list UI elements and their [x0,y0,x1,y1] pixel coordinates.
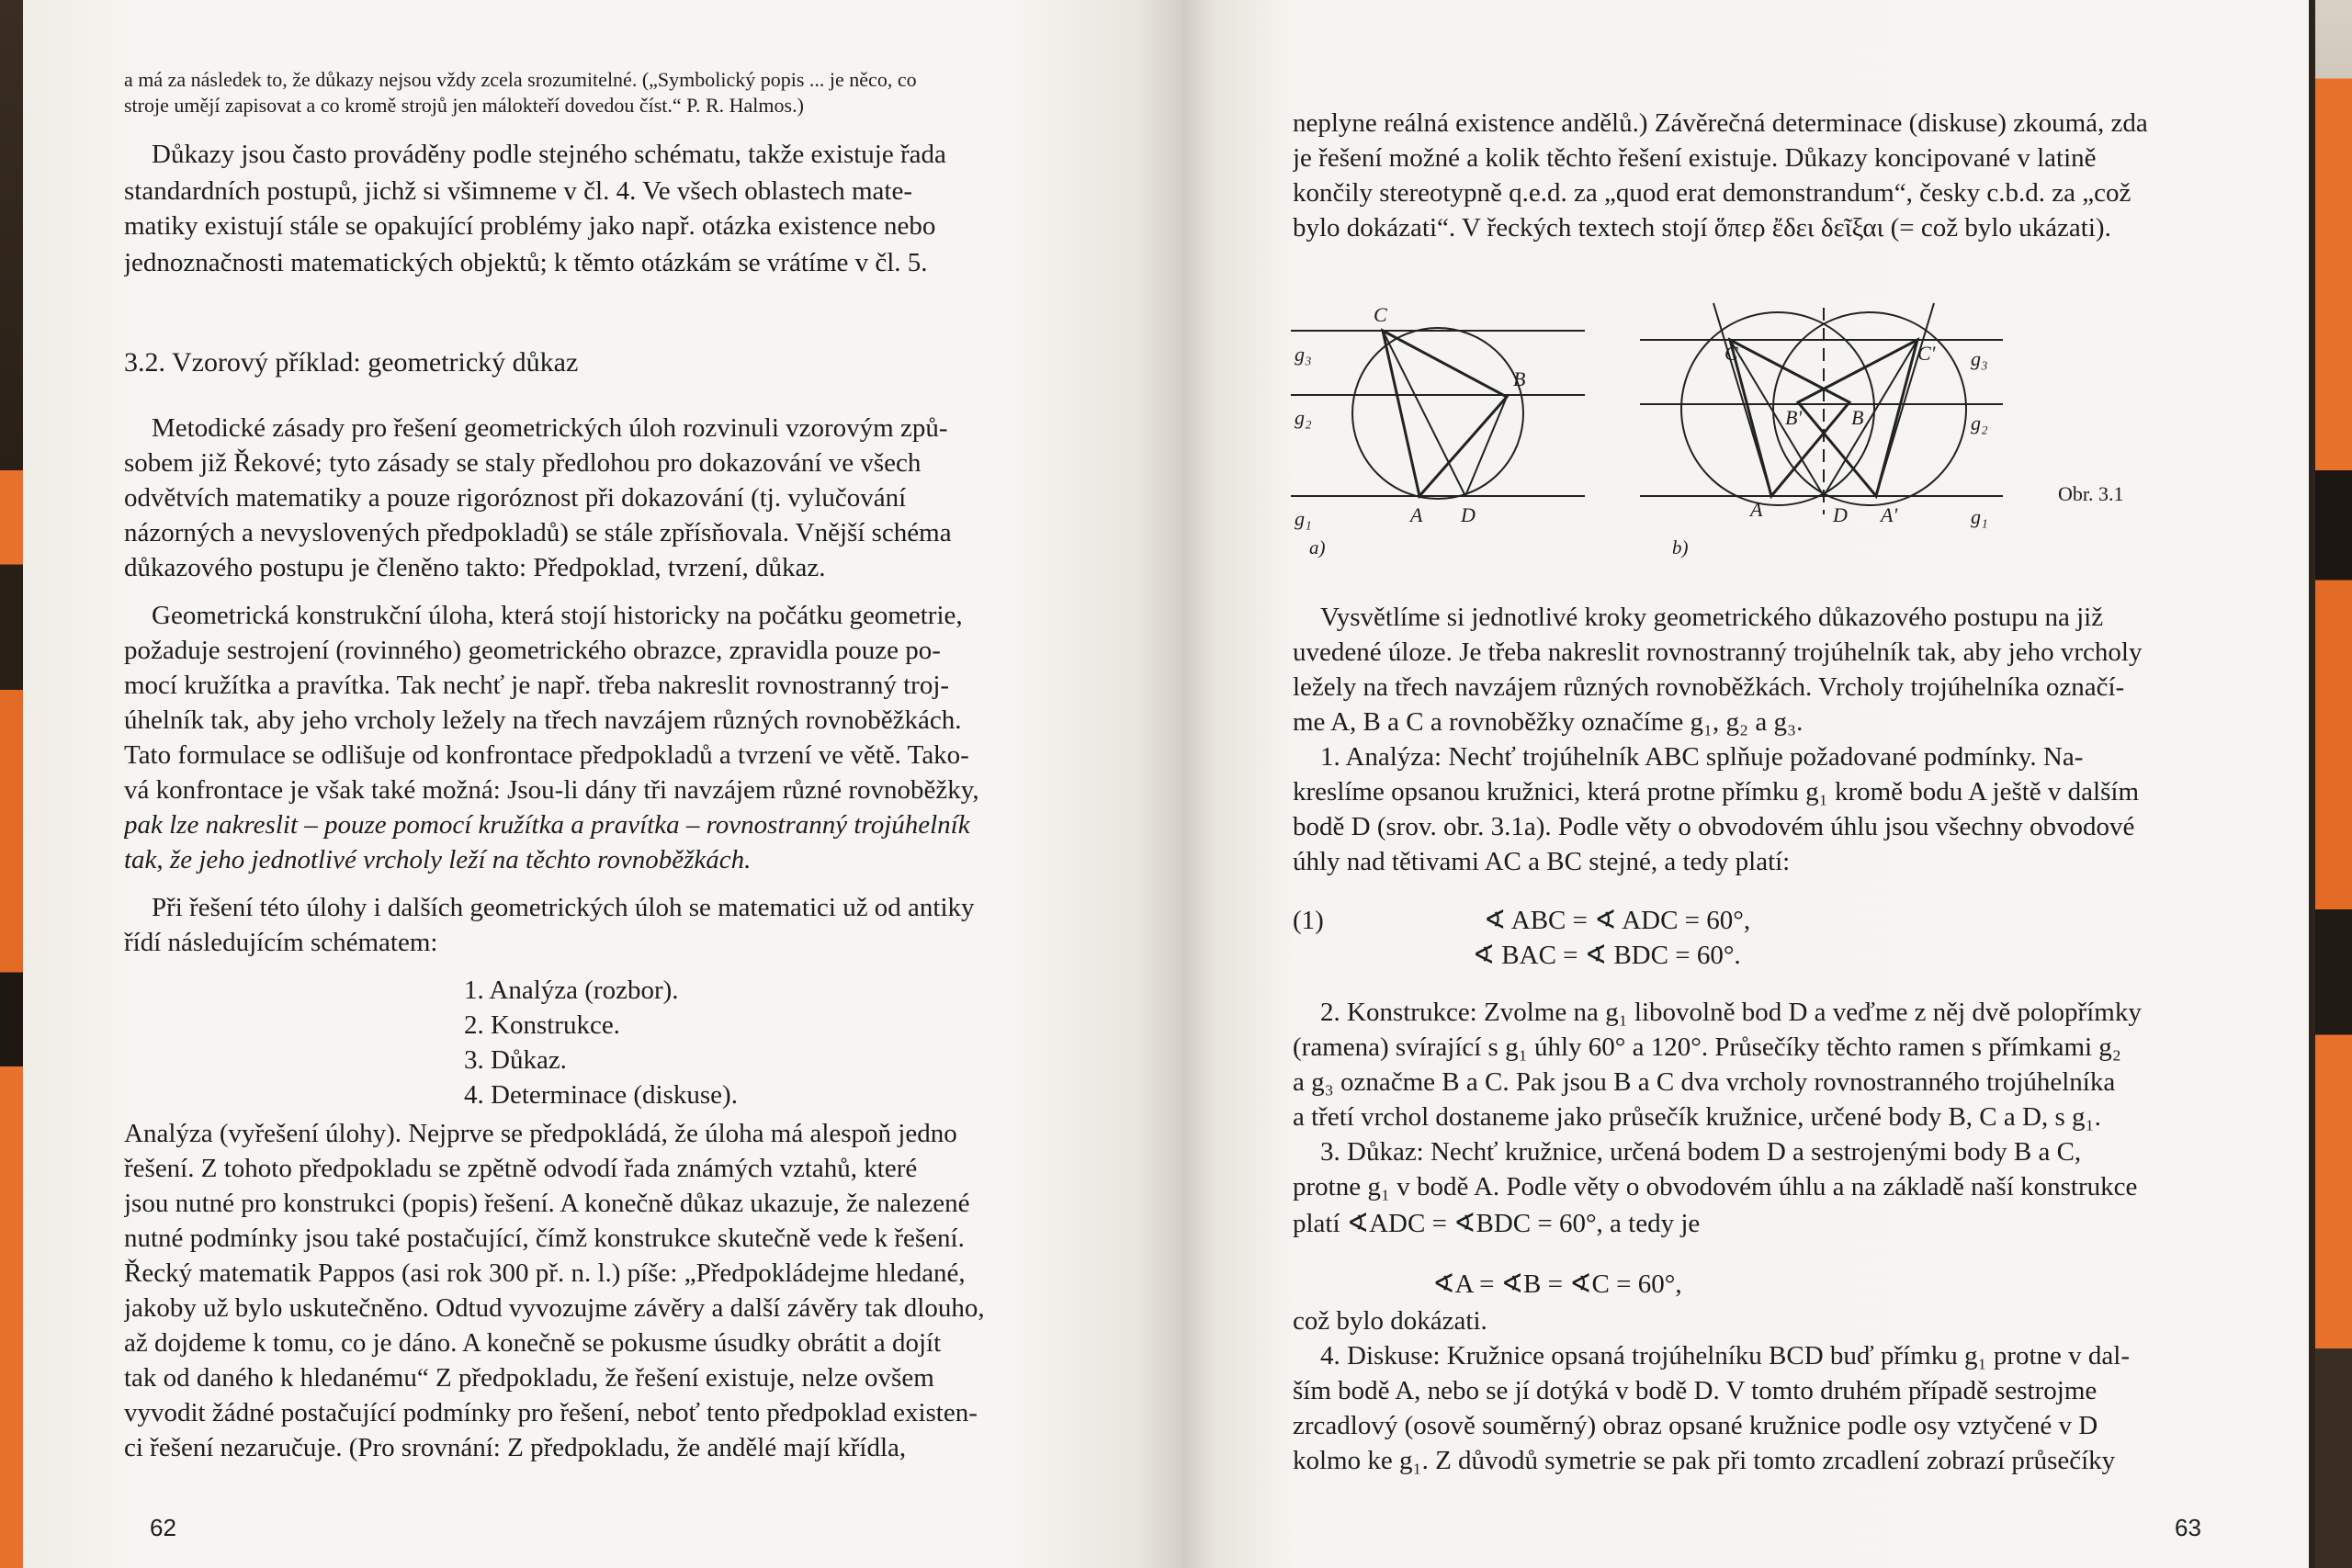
text-line: řešení. Z tohoto předpokladu se zpětně odvodí řada známých vztahů, které [124,1154,918,1183]
text-line: úhly nad tětivami AC a BC stejné, a tedy platí: [1293,847,1791,876]
text-line: nutné podmínky jsou také postačující, čímž konstrukce skutečně vede k řešení. [124,1224,965,1253]
text-line: 3. Důkaz: Nechť kružnice, určená bodem D a sestrojenými body B a C, [1320,1137,2082,1167]
text-line: což bylo dokázati. [1293,1306,1487,1336]
text-line: jakoby už bylo uskutečněno. Odtud vyvozujme závěry a další závěry tak dlouho, [124,1293,985,1323]
text-line: Důkazy jsou často prováděny podle stejného schématu, takže existuje řada [152,140,946,169]
fig-a-label-a: A [1410,503,1423,526]
text-line: vá konfrontace je však také možná: Jsou-li dány tři navzájem různé rovnoběžky, [124,775,979,805]
fig-b-label-g2: g₂ [1971,412,1988,434]
right-page [1182,0,2309,1568]
text-line: neplyne reálná existence andělů.) Závěrečná determinace (diskuse) zkoumá, zda [1293,108,2148,138]
text-line: Řecký matematik Pappos (asi rok 300 př. n. l.) píše: „Předpokládejme hledané, [124,1258,966,1288]
text-line: 2. Konstrukce: Zvolme na g₁ libovolně bod D a veďme z něj dvě polopřímky [1320,998,2142,1027]
text-line: kolmo ke g₁. Z důvodů symetrie se pak při tomto zrcadlení zobrazí průsečíky [1293,1446,2116,1475]
text-line: a má za následek to, že důkazy nejsou vždy zcela srozumitelné. („Symbolický popis ... je něco, co [124,68,917,91]
text-line: Geometrická konstrukční úloha, která stojí historicky na počátku geometrie, [152,601,963,630]
text-line: bylo dokázati“. V řeckých textech stojí ὅπερ ἔδει δεῖξαι (= což bylo ukázati). [1293,213,2111,243]
text-line: 1. Analýza: Nechť trojúhelník ABC splňuje požadované podmínky. Na- [1320,742,2084,772]
text-line: a třetí vrchol dostaneme jako průsečík kružnice, určené body B, C a D, s g₁. [1293,1102,2101,1132]
text-line: Při řešení této úlohy i dalších geometrických úloh se matematici už od antiky [152,893,975,922]
text-line: Analýza (vyřešení úlohy). Nejprve se předpokládá, že úloha má alespoň jedno [124,1119,957,1148]
text-line: 2. Konstrukce. [464,1010,620,1040]
text-line: až dojdeme k tomu, co je dáno. A konečně se pokusme úsudky obrátit a dojít [124,1328,942,1358]
fig-b-label-b: B [1851,406,1864,429]
text-line: stroje umějí zapisovat a co kromě strojů jen málokteří dovedou číst.“ P. R. Halmos.) [124,94,804,117]
fig-b-label-b-prime: B' [1785,406,1803,429]
fig-b-ray-1 [1713,303,1771,496]
fig-a-label-b: B [1513,367,1526,390]
text-line: uvedené úloze. Je třeba nakreslit rovnostranný trojúhelník tak, aby jeho vrcholy [1293,637,2143,667]
text-line: Metodické zásady pro řešení geometrických úloh rozvinuli vzorovým způ- [152,413,948,443]
text-line: končily stereotypně q.e.d. za „quod erat demonstrandum“, česky c.b.d. za „což [1293,178,2132,208]
text-line: Vysvětlíme si jednotlivé kroky geometrického důkazového postupu na již [1320,603,2104,632]
text-line: (ramena) svírající s g₁ úhly 60° a 120°. Průsečíky těchto ramen s přímkami g₂ [1293,1032,2121,1062]
text-line: me A, B a C a rovnoběžky označíme g₁, g₂ a g₃. [1293,707,1804,737]
figure-caption: Obr. 3.1 [2058,482,2124,505]
text-line: jednoznačnosti matematických objektů; k těmto otázkám se vrátíme v čl. 5. [124,248,928,277]
text-line: 1. Analýza (rozbor). [464,976,679,1005]
fig-a-label-g3: g₃ [1295,343,1312,366]
fig-b-label-d: D [1833,503,1848,526]
fig-b-label-a: A [1750,498,1763,521]
fig-a-label-d: D [1461,503,1476,526]
fig-b-label-c: C [1724,342,1738,365]
text-line: důkazového postupu je členěno takto: Předpoklad, tvrzení, důkaz. [124,553,826,582]
text-line: platí ∢ADC = ∢BDC = 60°, a tedy je [1293,1209,1701,1238]
text-line: ším bodě A, nebo se jí dotýká v bodě D. V tomto druhém případě sestrojme [1293,1376,2098,1405]
figure-svg [1282,294,2228,570]
section-heading: 3.2. Vzorový příklad: geometrický důkaz [124,347,579,378]
text-line: protne g₁ v bodě A. Podle věty o obvodovém úhlu a na základě naší konstrukce [1293,1172,2138,1201]
text-line: Tato formulace se odlišuje od konfrontace předpokladů a tvrzení ve větě. Tako- [124,740,969,770]
page-number-right: 63 [2175,1514,2201,1541]
text-line: názorných a nevyslovených předpokladů) se stále zpřísňovala. Vnější schéma [124,518,952,547]
text-line: 3. Důkaz. [464,1045,567,1075]
fig-b-label-g1: g₁ [1971,505,1988,528]
page-number-left: 62 [150,1514,176,1541]
text-line: tak, že jeho jednotlivé vrcholy leží na těchto rovnoběžkách. [124,845,752,874]
fig-b-sublabel: b) [1672,536,1689,558]
text-line: úhelník tak, aby jeho vrcholy ležely na třech navzájem různých rovnoběžkách. [124,705,962,735]
text-line: matiky existují stále se opakující problémy jako např. otázka existence nebo [124,211,936,241]
fig-b-ray-2 [1876,303,1934,496]
text-line: ∢A = ∢B = ∢C = 60°, [1293,1269,1682,1299]
fig-a-chord-bd [1465,397,1507,496]
fig-a-triangle [1383,331,1507,496]
fig-a-sublabel: a) [1309,536,1326,558]
text-line: 4. Determinace (diskuse). [464,1080,738,1110]
fig-b-label-a-prime: A' [1881,503,1898,526]
fig-a-label-g2: g₂ [1295,406,1312,429]
text-line: ci řešení nezaručuje. (Pro srovnání: Z předpokladu, že andělé mají křídla, [124,1433,907,1462]
text-line: mocí kružítka a pravítka. Tak nechť je např. třeba nakreslit rovnostranný troj- [124,671,950,700]
text-line: vyvodit žádné postačující podmínky pro řešení, neboť tento předpoklad existen- [124,1398,978,1427]
background-right-edge [2315,0,2352,1568]
text-line: zrcadlový (osově souměrný) obraz opsané kružnice podle osy vztyčené v D [1293,1411,2098,1440]
text-line: 4. Diskuse: Kružnice opsaná trojúhelníku BCD buď přímku g₁ protne v dal- [1320,1341,2130,1371]
fig-b-label-g3: g₃ [1971,347,1988,370]
fig-b-label-c-prime: C' [1917,342,1936,365]
text-line: pak lze nakreslit – pouze pomocí kružítka a pravítka – rovnostranný trojúhelník [124,810,970,840]
fig-a-chord-cd [1383,331,1465,496]
text-line: ∢ BAC = ∢ BDC = 60°. [1293,941,1741,970]
text-line: standardních postupů, jichž si všimneme v čl. 4. Ve všech oblastech mate- [124,176,912,206]
text-line: bodě D (srov. obr. 3.1a). Podle věty o obvodovém úhlu jsou všechny obvodové [1293,812,2135,841]
text-line: ležely na třech navzájem různých rovnoběžkách. Vrcholy trojúhelníka označí- [1293,672,2125,702]
text-line: sobem již Řekové; tyto zásady se staly předlohou pro dokazování ve všech [124,448,922,478]
text-line: a g₃ označme B a C. Pak jsou B a C dva vrcholy rovnostranného trojúhelníka [1293,1067,2116,1097]
fig-a-label-g1: g₁ [1295,507,1312,530]
text-line: (1) ∢ ABC = ∢ ADC = 60°, [1293,906,1751,935]
figure-3-1 [1282,294,2228,570]
text-line: požaduje sestrojení (rovinného) geometrického obrazce, zpravidla pouze po- [124,636,941,665]
text-line: řídí následujícím schématem: [124,928,438,957]
text-line: odvětvích matematiky a pouze rigoróznost při dokazování (tj. vylučování [124,483,907,513]
left-page [23,0,1182,1568]
text-line: je řešení možné a kolik těchto řešení existuje. Důkazy koncipované v latině [1293,143,2097,173]
text-line: kreslíme opsanou kružnici, která protne přímku g₁ kromě bodu A ještě v dalším [1293,777,2140,807]
fig-a-label-c: C [1374,303,1387,326]
text-line: jsou nutné pro konstrukci (popis) řešení. A konečně důkaz ukazuje, že nalezené [124,1189,970,1218]
text-line: tak od daného k hledanému“ Z předpokladu, že řešení existuje, nelze ovšem [124,1363,934,1393]
